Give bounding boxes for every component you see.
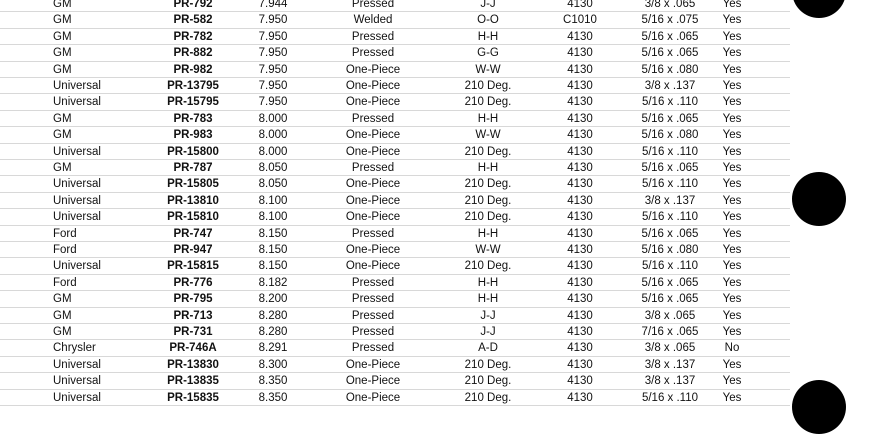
ends-cell: 210 Deg. <box>464 375 512 388</box>
type-cell: Pressed <box>351 112 395 125</box>
ends-cell: 210 Deg. <box>464 194 512 207</box>
material-cell: 4130 <box>567 293 593 306</box>
type-cell: One-Piece <box>345 129 401 142</box>
part-number-cell: PR-15815 <box>167 260 219 273</box>
length-cell: 7.950 <box>258 96 288 109</box>
length-cell: 8.000 <box>258 129 288 142</box>
material-cell: 4130 <box>567 47 593 60</box>
ends-cell: W-W <box>475 63 501 76</box>
size-cell: 5/16 x .080 <box>641 244 699 256</box>
ends-cell: H-H <box>477 276 499 289</box>
size-cell: 5/16 x .065 <box>641 276 699 289</box>
ends-cell: 210 Deg. <box>464 96 512 109</box>
hardened-cell: Yes <box>722 30 742 43</box>
hardened-cell: Yes <box>722 0 742 10</box>
make-cell: Universal <box>53 145 101 158</box>
part-number-cell: PR-982 <box>173 63 213 76</box>
part-number-cell: PR-731 <box>173 326 213 338</box>
material-cell: 4130 <box>567 211 593 224</box>
size-cell: 7/16 x .065 <box>641 326 699 338</box>
ends-cell: 210 Deg. <box>464 178 512 191</box>
make-cell: GM <box>53 129 72 142</box>
material-cell: 4130 <box>567 178 593 191</box>
make-cell: Universal <box>53 80 101 92</box>
table-row <box>0 390 790 406</box>
part-number-cell: PR-747 <box>173 227 213 240</box>
hardened-cell: Yes <box>722 293 742 306</box>
size-cell: 5/16 x .065 <box>641 293 699 306</box>
material-cell: C1010 <box>563 14 597 27</box>
hardened-cell: Yes <box>722 375 742 388</box>
ends-cell: 210 Deg. <box>464 260 512 273</box>
type-cell: One-Piece <box>345 244 401 256</box>
make-cell: Universal <box>53 178 101 191</box>
hardened-cell: Yes <box>722 14 742 27</box>
size-cell: 5/16 x .065 <box>641 112 699 125</box>
size-cell: 3/8 x .137 <box>644 375 696 388</box>
part-number-cell: PR-13810 <box>167 194 219 207</box>
make-cell: Universal <box>53 260 101 273</box>
material-cell: 4130 <box>567 276 593 289</box>
part-number-cell: PR-15810 <box>167 211 219 224</box>
length-cell: 7.950 <box>258 47 288 60</box>
table-row <box>0 373 790 389</box>
part-number-cell: PR-792 <box>173 0 213 10</box>
length-cell: 7.950 <box>258 80 288 92</box>
length-cell: 7.950 <box>258 14 288 27</box>
table-row <box>0 160 790 176</box>
length-cell: 8.100 <box>258 211 288 224</box>
hardened-cell: Yes <box>722 129 742 142</box>
part-number-cell: PR-13835 <box>167 375 219 388</box>
make-cell: GM <box>53 293 72 306</box>
table-row <box>0 78 790 94</box>
table-row <box>0 144 790 160</box>
ends-cell: H-H <box>477 162 499 174</box>
table-row <box>0 0 790 12</box>
type-cell: Pressed <box>351 342 395 355</box>
make-cell: Universal <box>53 194 101 207</box>
material-cell: 4130 <box>567 326 593 338</box>
hardened-cell: Yes <box>722 47 742 60</box>
material-cell: 4130 <box>567 244 593 256</box>
length-cell: 8.280 <box>258 309 288 322</box>
make-cell: GM <box>53 14 72 27</box>
hardened-cell: Yes <box>722 211 742 224</box>
hardened-cell: Yes <box>722 276 742 289</box>
type-cell: One-Piece <box>345 211 401 224</box>
make-cell: GM <box>53 162 72 174</box>
hardened-cell: Yes <box>722 309 742 322</box>
table-row <box>0 111 790 127</box>
part-number-cell: PR-947 <box>173 244 213 256</box>
part-number-cell: PR-882 <box>173 47 213 60</box>
length-cell: 8.350 <box>258 391 288 404</box>
table-row <box>0 209 790 225</box>
material-cell: 4130 <box>567 391 593 404</box>
part-number-cell: PR-983 <box>173 129 213 142</box>
part-number-cell: PR-787 <box>173 162 213 174</box>
hardened-cell: Yes <box>722 391 742 404</box>
make-cell: GM <box>53 112 72 125</box>
size-cell: 5/16 x .110 <box>641 178 699 191</box>
table-row <box>0 242 790 258</box>
length-cell: 8.000 <box>258 112 288 125</box>
binder-hole <box>792 0 846 18</box>
ends-cell: J-J <box>480 309 496 322</box>
part-number-cell: PR-582 <box>173 14 213 27</box>
table-row <box>0 62 790 78</box>
hardened-cell: Yes <box>722 112 742 125</box>
type-cell: Pressed <box>351 162 395 174</box>
size-cell: 5/16 x .075 <box>641 14 699 27</box>
material-cell: 4130 <box>567 129 593 142</box>
size-cell: 3/8 x .065 <box>644 0 696 10</box>
part-number-cell: PR-15805 <box>167 178 219 191</box>
hardened-cell: Yes <box>722 358 742 371</box>
table-row <box>0 258 790 274</box>
part-number-cell: PR-13830 <box>167 358 219 371</box>
part-number-cell: PR-746A <box>169 342 217 355</box>
type-cell: Pressed <box>351 309 395 322</box>
size-cell: 5/16 x .110 <box>641 211 699 224</box>
material-cell: 4130 <box>567 80 593 92</box>
make-cell: Universal <box>53 358 101 371</box>
ends-cell: 210 Deg. <box>464 211 512 224</box>
material-cell: 4130 <box>567 342 593 355</box>
length-cell: 8.150 <box>258 227 288 240</box>
material-cell: 4130 <box>567 63 593 76</box>
type-cell: One-Piece <box>345 96 401 109</box>
ends-cell: H-H <box>477 293 499 306</box>
type-cell: One-Piece <box>345 145 401 158</box>
length-cell: 7.944 <box>258 0 288 10</box>
make-cell: GM <box>53 0 72 10</box>
table-row <box>0 94 790 110</box>
type-cell: One-Piece <box>345 391 401 404</box>
table-row <box>0 226 790 242</box>
size-cell: 3/8 x .065 <box>644 309 696 322</box>
length-cell: 8.050 <box>258 162 288 174</box>
material-cell: 4130 <box>567 194 593 207</box>
length-cell: 8.280 <box>258 326 288 338</box>
ends-cell: H-H <box>477 30 499 43</box>
table-row <box>0 275 790 291</box>
type-cell: One-Piece <box>345 375 401 388</box>
ends-cell: O-O <box>477 14 499 27</box>
ends-cell: 210 Deg. <box>464 358 512 371</box>
part-number-cell: PR-13795 <box>167 80 219 92</box>
hardened-cell: Yes <box>722 145 742 158</box>
table-row <box>0 12 790 28</box>
type-cell: Pressed <box>351 326 395 338</box>
material-cell: 4130 <box>567 145 593 158</box>
ends-cell: W-W <box>475 129 501 142</box>
binder-hole <box>792 172 846 226</box>
material-cell: 4130 <box>567 0 593 10</box>
hardened-cell: No <box>724 342 740 355</box>
type-cell: One-Piece <box>345 80 401 92</box>
material-cell: 4130 <box>567 358 593 371</box>
size-cell: 3/8 x .137 <box>644 358 696 371</box>
ends-cell: H-H <box>477 227 499 240</box>
type-cell: Welded <box>353 14 393 27</box>
binder-hole <box>792 380 846 434</box>
material-cell: 4130 <box>567 96 593 109</box>
type-cell: Pressed <box>351 227 395 240</box>
hardened-cell: Yes <box>722 178 742 191</box>
material-cell: 4130 <box>567 227 593 240</box>
ends-cell: 210 Deg. <box>464 80 512 92</box>
make-cell: Ford <box>53 244 77 256</box>
table-row <box>0 340 790 356</box>
type-cell: Pressed <box>351 276 395 289</box>
table-row <box>0 176 790 192</box>
length-cell: 8.000 <box>258 145 288 158</box>
table-row <box>0 45 790 61</box>
ends-cell: 210 Deg. <box>464 391 512 404</box>
length-cell: 7.950 <box>258 30 288 43</box>
ends-cell: A-D <box>478 342 498 355</box>
make-cell: GM <box>53 30 72 43</box>
length-cell: 8.291 <box>258 342 288 355</box>
make-cell: Ford <box>53 276 77 289</box>
table-row <box>0 308 790 324</box>
type-cell: Pressed <box>351 293 395 306</box>
ends-cell: J-J <box>480 0 496 10</box>
length-cell: 8.182 <box>258 276 288 289</box>
type-cell: Pressed <box>351 30 395 43</box>
table-row <box>0 193 790 209</box>
table-row <box>0 324 790 340</box>
hardened-cell: Yes <box>722 63 742 76</box>
ends-cell: J-J <box>480 326 496 338</box>
size-cell: 5/16 x .110 <box>641 391 699 404</box>
material-cell: 4130 <box>567 260 593 273</box>
part-number-cell: PR-782 <box>173 30 213 43</box>
hardened-cell: Yes <box>722 194 742 207</box>
size-cell: 3/8 x .065 <box>644 342 696 355</box>
length-cell: 8.050 <box>258 178 288 191</box>
part-number-cell: PR-15795 <box>167 96 219 109</box>
hardened-cell: Yes <box>722 96 742 109</box>
type-cell: One-Piece <box>345 63 401 76</box>
part-number-cell: PR-795 <box>173 293 213 306</box>
size-cell: 5/16 x .110 <box>641 260 699 273</box>
size-cell: 5/16 x .065 <box>641 30 699 43</box>
length-cell: 7.950 <box>258 63 288 76</box>
make-cell: Universal <box>53 391 101 404</box>
size-cell: 5/16 x .110 <box>641 145 699 158</box>
make-cell: Ford <box>53 227 77 240</box>
material-cell: 4130 <box>567 375 593 388</box>
ends-cell: W-W <box>475 244 501 256</box>
make-cell: GM <box>53 309 72 322</box>
length-cell: 8.150 <box>258 244 288 256</box>
size-cell: 5/16 x .065 <box>641 162 699 174</box>
part-number-cell: PR-783 <box>173 112 213 125</box>
size-cell: 3/8 x .137 <box>644 80 696 92</box>
table-row <box>0 357 790 373</box>
material-cell: 4130 <box>567 30 593 43</box>
table-row <box>0 291 790 307</box>
size-cell: 5/16 x .065 <box>641 227 699 240</box>
hardened-cell: Yes <box>722 326 742 338</box>
make-cell: GM <box>53 63 72 76</box>
ends-cell: G-G <box>477 47 499 60</box>
size-cell: 5/16 x .080 <box>641 63 699 76</box>
length-cell: 8.150 <box>258 260 288 273</box>
part-number-cell: PR-776 <box>173 276 213 289</box>
size-cell: 5/16 x .080 <box>641 129 699 142</box>
material-cell: 4130 <box>567 162 593 174</box>
type-cell: One-Piece <box>345 178 401 191</box>
material-cell: 4130 <box>567 112 593 125</box>
hardened-cell: Yes <box>722 162 742 174</box>
type-cell: One-Piece <box>345 358 401 371</box>
part-number-cell: PR-15800 <box>167 145 219 158</box>
ends-cell: H-H <box>477 112 499 125</box>
size-cell: 5/16 x .110 <box>641 96 699 109</box>
length-cell: 8.100 <box>258 194 288 207</box>
type-cell: Pressed <box>351 0 395 10</box>
hardened-cell: Yes <box>722 80 742 92</box>
ends-cell: 210 Deg. <box>464 145 512 158</box>
hardened-cell: Yes <box>722 244 742 256</box>
hardened-cell: Yes <box>722 260 742 273</box>
length-cell: 8.200 <box>258 293 288 306</box>
make-cell: Chrysler <box>53 342 96 355</box>
type-cell: One-Piece <box>345 194 401 207</box>
make-cell: Universal <box>53 211 101 224</box>
table-row <box>0 29 790 45</box>
type-cell: Pressed <box>351 47 395 60</box>
make-cell: GM <box>53 47 72 60</box>
table-row <box>0 127 790 143</box>
material-cell: 4130 <box>567 309 593 322</box>
make-cell: Universal <box>53 375 101 388</box>
part-number-cell: PR-713 <box>173 309 213 322</box>
length-cell: 8.300 <box>258 358 288 371</box>
part-number-cell: PR-15835 <box>167 391 219 404</box>
size-cell: 5/16 x .065 <box>641 47 699 60</box>
type-cell: One-Piece <box>345 260 401 273</box>
make-cell: Universal <box>53 96 101 109</box>
length-cell: 8.350 <box>258 375 288 388</box>
make-cell: GM <box>53 326 72 338</box>
hardened-cell: Yes <box>722 227 742 240</box>
size-cell: 3/8 x .137 <box>644 194 696 207</box>
